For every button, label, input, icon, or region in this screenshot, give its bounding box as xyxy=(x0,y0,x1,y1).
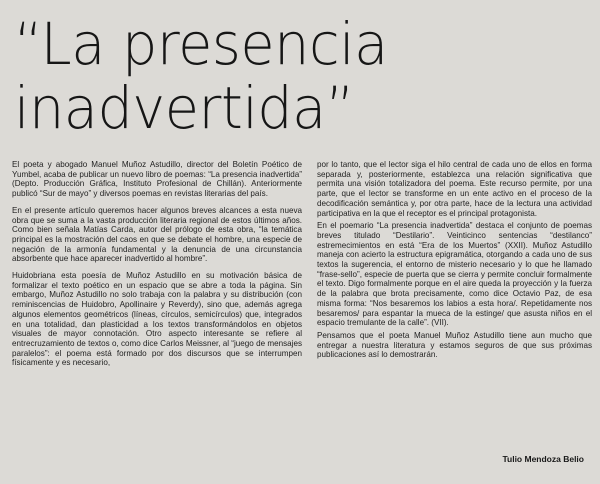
title-line-2: inadvertida” xyxy=(14,74,355,142)
article-title xyxy=(14,12,571,140)
paragraph: por lo tanto, que el lector siga el hilo central de cada uno de ellos en forma separada y, posteriormente, establezca una relación significativa que permita una visión totalizadora del poema. Este recurso permite, por una parte, que el lector se transforme en un ente activo en el proceso de la decodificación semántica y, por otra parte, hace de la lectura una actividad participativa en la que el receptor es el principal protagonista. xyxy=(317,160,592,218)
left-column xyxy=(12,160,302,375)
paragraph: En el poemario “La presencia inadvertida” destaca el conjunto de poemas breves titulado “Destilario”. Veinticinco sentencias “destilanco” estremecimientos en está “Era de los Muertos” (XXII). Muñoz Astudillo maneja con acierto la estructura epigramática, otorgando a cada uno de sus textos la sugerencia, el entorno de misterio necesario y lo que he llamado “frase-sello”, especie de puerta que se cierra y permite concluir formalmente el texto. Digo formalmente porque en el aire queda la proyección y la fuerza de la palabra que brota precisamente, como dice Octavio Paz, de esa misma forma: “Nos besaremos los labios a esta hora/. Repetidamente nos besaremos/ para espantar la mueca de la estinge/ que asusta niños en el espacio tremulante de la calle”. (VII). xyxy=(317,221,592,328)
paragraph: En el presente artículo queremos hacer algunos breves alcances a esta nueva obra que se suma a la vasta producción literaria regional de estos últimos años. Como bien señala Matías Carda, autor del prólogo de esta obra, “la temática principal es la mostración del caos en que se debate el hombre, una especie de negación de la armonía fundamental y la denuncia de una circunstancia absorbente que hace aparecer inadvertido al hombre”. xyxy=(12,205,302,264)
author-byline: Tulio Mendoza Belio xyxy=(502,454,584,464)
paragraph: Pensamos que el poeta Manuel Muñoz Astudillo tiene aun mucho que entregar a nuestra literatura y estamos seguros de que sus próximas publicaciones así lo demostrarán. xyxy=(317,330,592,360)
title-line-1: “La presencia xyxy=(14,10,388,78)
paragraph: Huidobriana esta poesía de Muñoz Astudillo en su motivación básica de formalizar el texto poético en un espacio que se abre a toda la página. Sin embargo, Muñoz Astudillo no solo trabaja con la palabra y su distribución (con reminiscencias de Huidobro, Apollinaire y Reverdy), sino que, además agrega algunos elementos geométricos (líneas, círculos, semicírculos) que, integrados en una totalidad, dan plasticidad a los textos transformándolos en objetos visuales de mayor connotación. Otro aspecto interesante se refiere al entrecruzamiento de textos o, como dice Carlos Meissner, al “juego de mensajes paralelos”: el poema está formado por dos discursos que se interrumpen físicamente y es necesario, xyxy=(12,271,302,368)
right-column xyxy=(317,160,592,363)
paragraph: El poeta y abogado Manuel Muñoz Astudillo, director del Boletín Poético de Yumbel, acaba de publicar un nuevo libro de poemas: “La presencia inadvertida” (Depto. Producción Gráfica, Instituto Profesional de Chillán). Anteriormente publicó “Sur de mayo” y diversos poemas en revistas literarias del país. xyxy=(12,160,302,199)
